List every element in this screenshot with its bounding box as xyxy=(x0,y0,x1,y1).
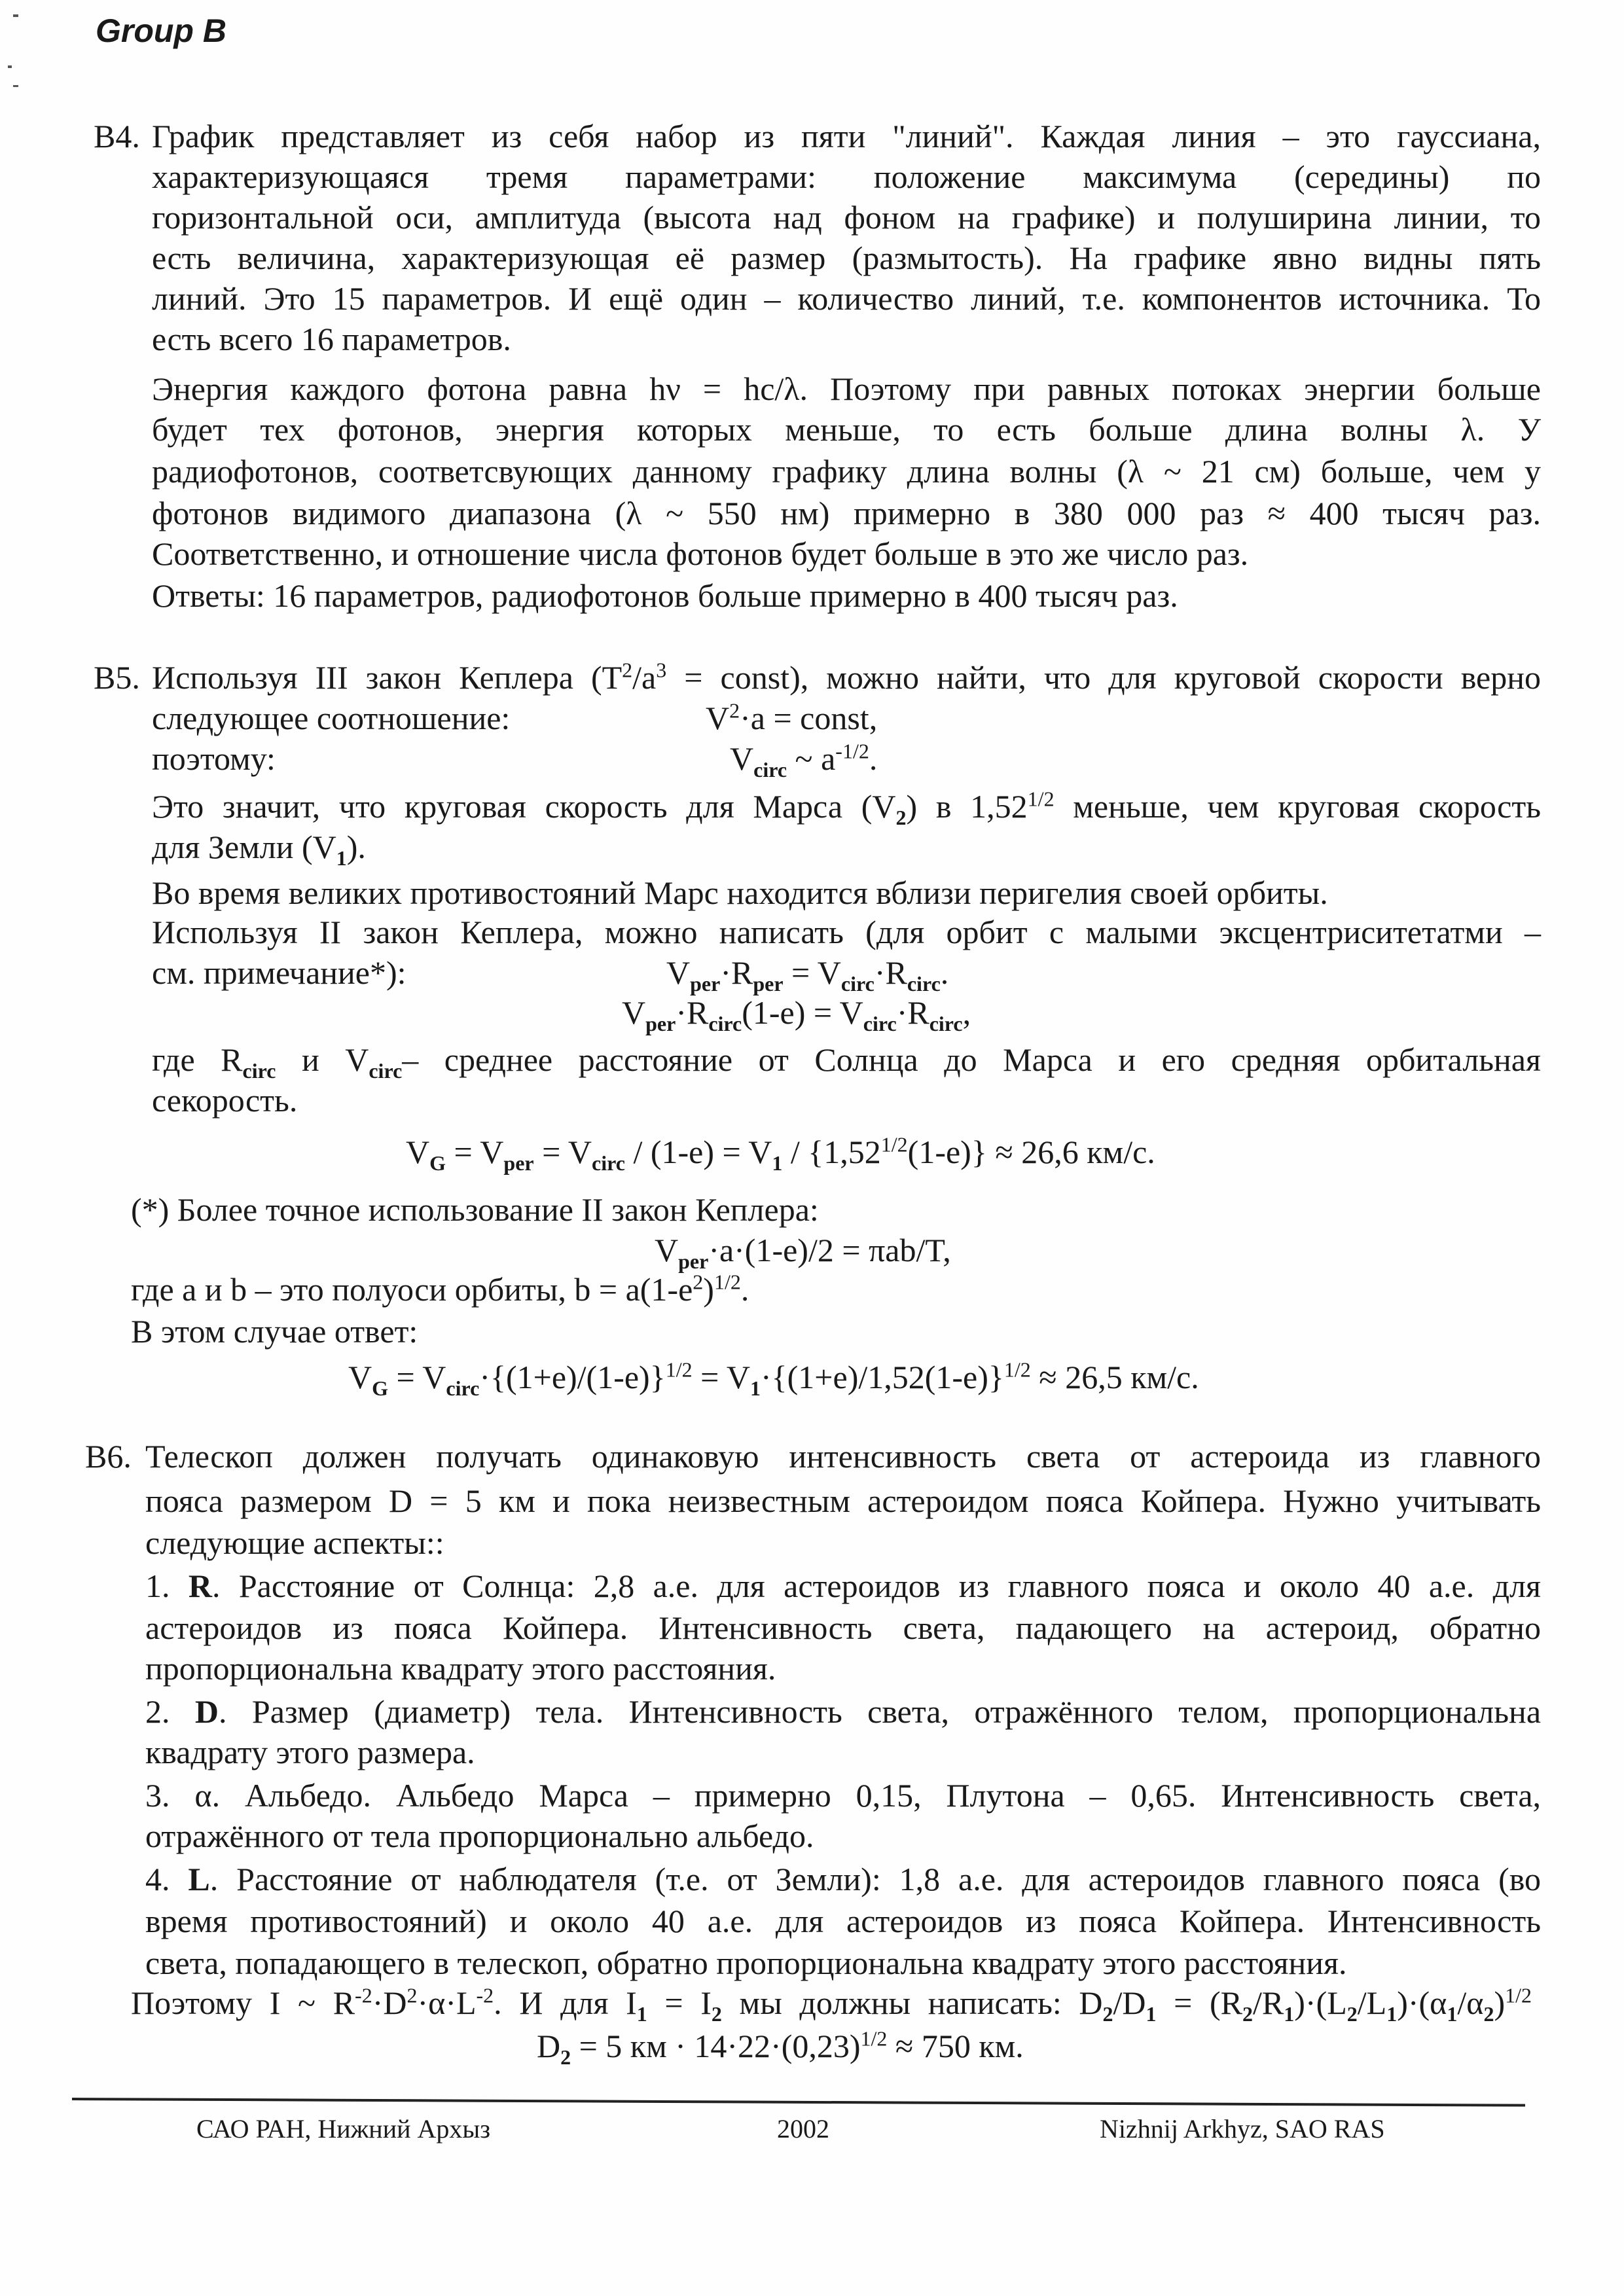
problem-label: B5. xyxy=(94,659,140,696)
subscript: circ xyxy=(753,758,787,781)
subscript: 1 xyxy=(336,846,347,870)
text-span: = V xyxy=(692,1359,750,1395)
text-span: ·R xyxy=(720,954,753,991)
text-span: . xyxy=(940,954,949,991)
text-span: V xyxy=(655,1232,679,1268)
text-line: Используя II закон Кеплера, можно написать (для орбит с малыми эксцентриситетатми – xyxy=(152,914,1541,950)
superscript: -2 xyxy=(476,1983,494,2007)
text-span: ·{(1+e)/(1-e)} xyxy=(479,1359,666,1395)
equation-2 xyxy=(622,993,971,1035)
text-line: будет тех фотонов, энергия которых меньше, то есть больше длина волны λ. У xyxy=(152,411,1541,448)
group-title: Group B xyxy=(96,12,226,49)
subscript: circ xyxy=(369,1059,403,1083)
text-span: Поэтому I ~ R xyxy=(131,1984,355,2021)
text-span: /R xyxy=(1253,1984,1284,2021)
text-span: ) xyxy=(1494,1984,1506,2021)
item-number: 3. xyxy=(145,1777,170,1814)
text-span: мы должны написать: D xyxy=(721,1984,1103,2021)
conclusion-line xyxy=(131,1983,1532,2026)
equation-1 xyxy=(666,953,949,996)
formula xyxy=(706,698,877,738)
subscript: G xyxy=(429,1151,446,1175)
subscript: 1 xyxy=(1386,2002,1398,2026)
text-span: ·a = const, xyxy=(740,700,878,736)
scan-speck xyxy=(8,65,12,68)
subscript: circ xyxy=(840,972,875,996)
subscript: per xyxy=(503,1151,534,1175)
superscript: 1/2 xyxy=(665,1357,693,1382)
text-span: ·α·L xyxy=(417,1984,477,2021)
text-span: , xyxy=(962,994,971,1031)
subscript: 2 xyxy=(1242,2002,1254,2026)
subscript: 2 xyxy=(560,2045,571,2069)
subscript: per xyxy=(645,1012,676,1035)
superscript: 1/2 xyxy=(713,1270,741,1294)
subscript: per xyxy=(678,1249,709,1273)
text-span: Расстояние от Солнца: 2,8 а.е. для астероидов из главного пояса и около 40 а.е. для xyxy=(238,1568,1541,1604)
text-line: График представляет из себя набор из пяти "линий". Каждая линия – это гауссиана, xyxy=(152,118,1541,154)
text-line: Во время великих противостояний Марс находится вблизи перигелия своей орбиты. xyxy=(152,874,1328,911)
text-span: = V xyxy=(783,954,841,991)
text-span: (1-e) = V xyxy=(742,994,863,1031)
text-line: секорость. xyxy=(152,1082,298,1119)
text-line: см. примечание*): xyxy=(152,954,406,991)
text-line: пояса размером D = 5 км и пока неизвестным астероидом пояса Койпера. Нужно учитывать xyxy=(145,1482,1541,1519)
text-span: Альбедо. Альбедо Марса – примерно 0,15, Плутона – 0,65. Интенсивность света, xyxy=(244,1777,1542,1814)
list-item-first-line: 4. L. Расстояние от наблюдателя (т.е. от Земли): 1,8 а.е. для астероидов главного пояса (во xyxy=(145,1861,1542,1897)
subscript: circ xyxy=(863,1012,897,1035)
footer-center: 2002 xyxy=(777,2114,829,2144)
text-line: квадрату этого размера. xyxy=(145,1734,475,1770)
subscript: 1 xyxy=(1146,2002,1157,2026)
formula xyxy=(730,739,878,781)
subscript: 2 xyxy=(1102,2002,1113,2026)
text-span: для Земли (V xyxy=(152,829,336,865)
text-line: Энергия каждого фотона равна hν = hc/λ. Поэтому при равных потоках энергии больше xyxy=(152,370,1541,407)
footer-left: САО РАН, Нижний Архыз xyxy=(196,2114,491,2144)
subscript: 1 xyxy=(750,1376,761,1400)
text-span: V xyxy=(706,700,730,736)
superscript: 2 xyxy=(693,1270,704,1294)
subscript: 1 xyxy=(636,2002,647,2026)
superscript: 1/2 xyxy=(1003,1357,1031,1382)
list-item-first-line: 2. D. Размер (диаметр) тела. Интенсивность света, отражённого телом, пропорциональна xyxy=(145,1693,1542,1730)
footer-divider xyxy=(72,2098,1525,2107)
text-span: – среднее расстояние от Солнца до Марса и его средняя орбитальная xyxy=(402,1041,1541,1078)
text-line: В этом случае ответ: xyxy=(131,1313,418,1350)
text-line: следующие аспекты:: xyxy=(145,1524,444,1561)
subscript: circ xyxy=(446,1376,480,1400)
text-span: ·a·(1-e)/2 = πab/T, xyxy=(708,1232,951,1268)
superscript: 3 xyxy=(656,658,667,682)
text-span: D xyxy=(537,2028,561,2064)
superscript: 1/2 xyxy=(860,2026,888,2051)
subscript: per xyxy=(753,972,784,996)
superscript: 2 xyxy=(729,698,740,723)
item-symbol: D xyxy=(194,1693,219,1730)
text-line xyxy=(152,658,1541,697)
equation-4 xyxy=(655,1230,951,1273)
text-span: меньше, чем круговая скорость xyxy=(1054,788,1541,825)
superscript: -2 xyxy=(355,1983,372,2007)
subscript: 2 xyxy=(711,2002,722,2026)
subscript: circ xyxy=(242,1059,276,1083)
text-line: пропорциональна квадрату этого расстояния. xyxy=(145,1650,776,1687)
superscript: 1/2 xyxy=(880,1132,908,1157)
text-span: /L xyxy=(1357,1984,1387,2021)
text-span: Размер (диаметр) тела. Интенсивность света, отражённого телом, пропорциональна xyxy=(251,1693,1542,1730)
text-line: Телескоп должен получать одинаковую интенсивность света от астероида из главного xyxy=(145,1438,1541,1475)
text-span: Используя III закон Кеплера (T xyxy=(152,659,623,696)
text-span: = V xyxy=(446,1134,504,1170)
text-span: и V xyxy=(276,1041,369,1078)
text-span: V xyxy=(622,994,646,1031)
text-span: = V xyxy=(533,1134,592,1170)
subscript: 1 xyxy=(1284,2002,1295,2026)
text-line: характеризующаяся тремя параметрами: положение максимума (середины) по xyxy=(152,158,1541,195)
text-span: где R xyxy=(152,1041,243,1078)
subscript: 1 xyxy=(1447,2002,1458,2026)
text-span: ·R xyxy=(896,994,929,1031)
text-line: есть всего 16 параметров. xyxy=(152,321,511,357)
text-span: = 5 км · 14·22·(0,23) xyxy=(571,2028,861,2064)
text-span: V xyxy=(730,740,754,777)
subscript: 1 xyxy=(772,1151,783,1175)
subscript: circ xyxy=(592,1151,625,1175)
text-line xyxy=(152,787,1541,829)
superscript: 1/2 xyxy=(1027,787,1055,811)
text-line: Соответственно, и отношение числа фотонов будет больше в это же число раз. xyxy=(152,535,1249,572)
subscript: G xyxy=(372,1376,388,1400)
final-equation xyxy=(537,2026,1024,2069)
item-number: 4. xyxy=(145,1861,170,1897)
text-span: V xyxy=(666,954,691,991)
answer-line: Ответы: 16 параметров, радиофотонов больше примерно в 400 тысяч раз. xyxy=(152,577,1178,614)
text-span: Это значит, что круговая скорость для Марса (V xyxy=(152,788,896,825)
text-span: ·R xyxy=(874,954,907,991)
text-span: ~ a xyxy=(787,740,836,777)
text-span: = I xyxy=(647,1984,712,2021)
superscript: 1/2 xyxy=(1505,1983,1532,2007)
text-span: где a и b – это полуоси орбиты, b = a(1-e xyxy=(131,1271,693,1308)
equation-3 xyxy=(406,1132,1155,1175)
text-line: фотонов видимого диапазона (λ ~ 550 нм) примерно в 380 000 раз ≈ 400 тысяч раз. xyxy=(152,495,1541,531)
text-span: ·D xyxy=(372,1984,407,2021)
text-line xyxy=(152,827,366,870)
text-span: /a xyxy=(632,659,657,696)
text-span: )·(L xyxy=(1294,1984,1347,2021)
item-symbol: R xyxy=(188,1568,212,1604)
text-line: следующее соотношение: xyxy=(152,700,511,736)
text-span: (1-e)} ≈ 26,6 км/с. xyxy=(907,1134,1155,1170)
text-span: V xyxy=(406,1134,430,1170)
item-symbol: L xyxy=(188,1861,210,1897)
note-title: (*) Более точное использование II закон Кеплера: xyxy=(131,1191,819,1228)
subscript: 2 xyxy=(1346,2002,1358,2026)
text-span: ≈ 26,5 км/с. xyxy=(1030,1359,1199,1395)
text-line: поэтому: xyxy=(152,740,276,777)
superscript: 2 xyxy=(622,658,633,682)
text-span: /α xyxy=(1457,1984,1484,2021)
text-span: ) xyxy=(703,1271,714,1308)
problem-label: B6. xyxy=(85,1438,132,1475)
list-item-first-line: 3. α. Альбедо. Альбедо Марса – примерно 0,15, Плутона – 0,65. Интенсивность света, xyxy=(145,1777,1542,1814)
text-line: радиофотонов, соответсвующих данному графику длина волны (λ ~ 21 см) больше, чем у xyxy=(152,453,1541,490)
text-span: ·R xyxy=(676,994,709,1031)
text-span: = V xyxy=(388,1359,446,1395)
subscript: 2 xyxy=(1483,2002,1494,2026)
text-line xyxy=(131,1270,749,1309)
scan-speck xyxy=(13,14,18,17)
text-line: света, попадающего в телескоп, обратно пропорциональна квадрату этого расстояния. xyxy=(145,1945,1347,1981)
text-span: / (1-e) = V xyxy=(624,1134,772,1170)
text-line: время противостояний) и около 40 а.е. для астероидов из пояса Койпера. Интенсивность xyxy=(145,1903,1541,1939)
text-span: /D xyxy=(1113,1984,1146,2021)
item-number: 2. xyxy=(145,1693,170,1730)
text-span: . xyxy=(740,1271,749,1308)
list-item-first-line: 1. R. Расстояние от Солнца: 2,8 а.е. для астероидов из главного пояса и около 40 а.е. для xyxy=(145,1568,1541,1604)
text-span: / {1,52 xyxy=(782,1134,881,1170)
footer-right: Nizhnij Arkhyz, SAO RAS xyxy=(1100,2114,1385,2144)
text-span: V xyxy=(348,1359,372,1395)
item-symbol: α xyxy=(194,1777,212,1814)
scan-speck xyxy=(13,85,18,87)
subscript: 2 xyxy=(895,806,907,829)
text-span: . xyxy=(869,740,878,777)
subscript: circ xyxy=(708,1012,742,1035)
subscript: circ xyxy=(907,972,941,996)
text-span: = (R xyxy=(1156,1984,1243,2021)
text-span: . И для I xyxy=(494,1984,637,2021)
superscript: 2 xyxy=(406,1983,418,2007)
text-span: ≈ 750 км. xyxy=(887,2028,1024,2064)
text-span: )·(α xyxy=(1397,1984,1447,2021)
text-span: = const), можно найти, что для круговой скорости верно xyxy=(666,659,1541,696)
text-line: линий. Это 15 параметров. И ещё один – количество линий, т.е. компонентов источника. То xyxy=(152,280,1541,317)
item-number: 1. xyxy=(145,1568,170,1604)
text-line: отражённого от тела пропорционально альбедо. xyxy=(145,1818,814,1854)
equation-5 xyxy=(348,1357,1199,1400)
subscript: circ xyxy=(929,1012,963,1035)
text-span: Расстояние от наблюдателя (т.е. от Земли): 1,8 а.е. для астероидов главного пояса (во xyxy=(236,1861,1542,1897)
text-line xyxy=(152,1040,1541,1083)
problem-label: B4. xyxy=(94,118,140,154)
text-span: ). xyxy=(346,829,366,865)
text-span: ) в 1,52 xyxy=(906,788,1028,825)
text-line: есть величина, характеризующая её размер (размытость). На графике явно видны пять xyxy=(152,240,1541,276)
text-span: ·{(1+e)/1,52(1-e)} xyxy=(761,1359,1004,1395)
subscript: per xyxy=(690,972,721,996)
text-line: горизонтальной оси, амплитуда (высота над фоном на графике) и полуширина линии, то xyxy=(152,199,1541,236)
superscript: -1/2 xyxy=(835,739,869,763)
text-line: астероидов из пояса Койпера. Интенсивность света, падающего на астероид, обратно xyxy=(145,1609,1541,1646)
